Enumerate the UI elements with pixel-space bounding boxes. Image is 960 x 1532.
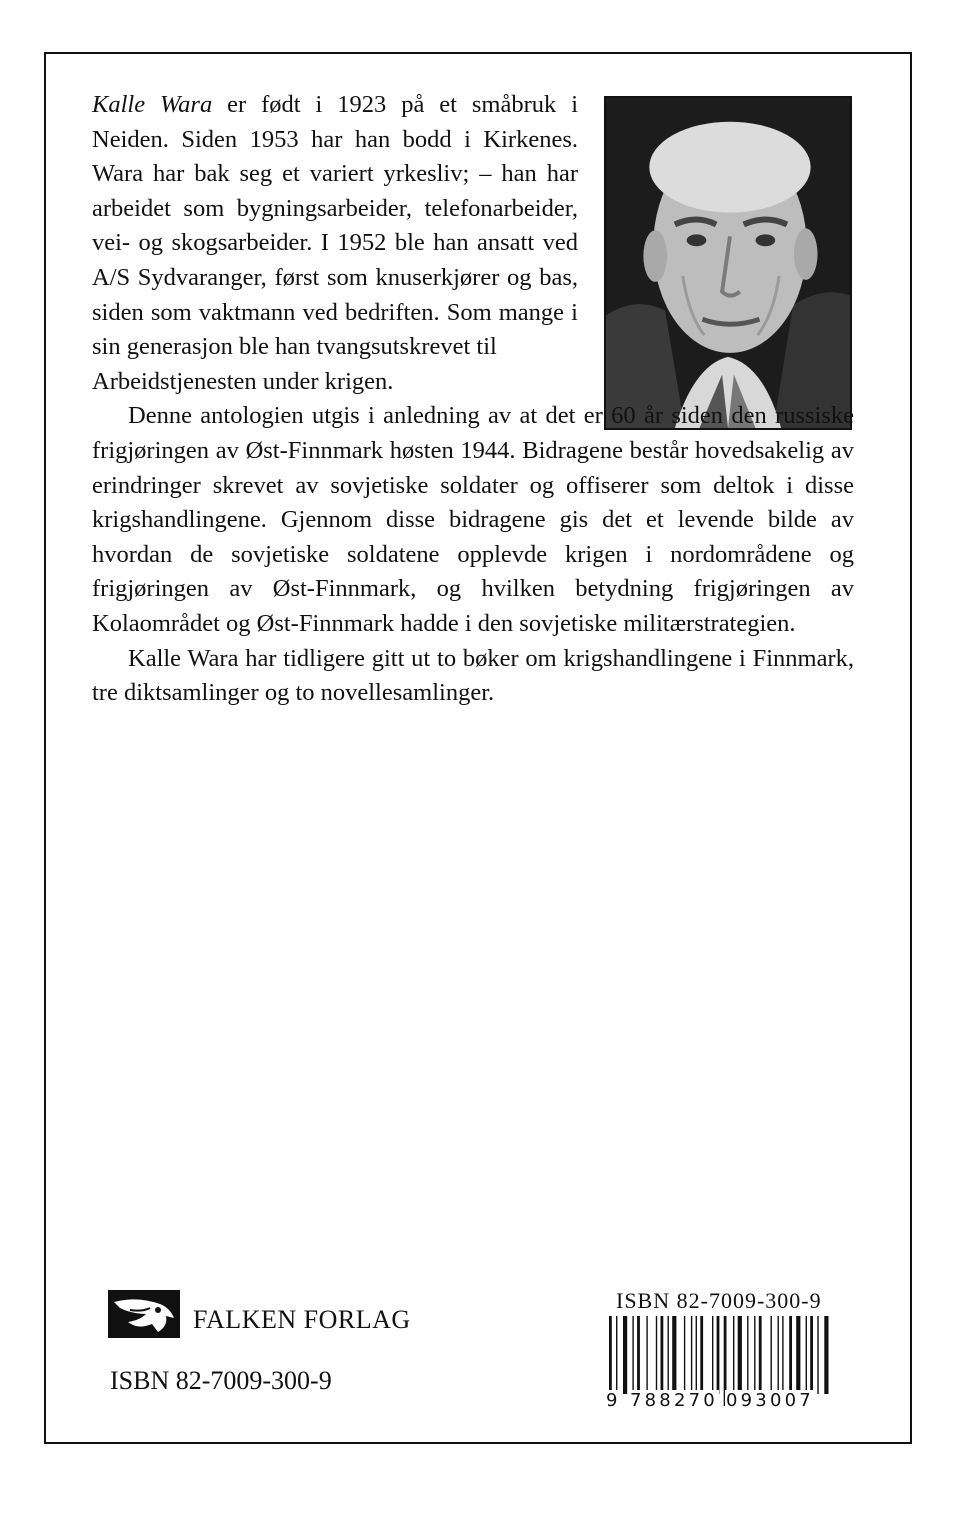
falcon-head-icon (108, 1290, 180, 1338)
publisher-name: FALKEN FORLAG (193, 1305, 411, 1334)
barcode-bar (806, 1316, 807, 1394)
barcode-bar (637, 1316, 640, 1394)
barcode-bar (696, 1316, 697, 1394)
barcode-bar (810, 1316, 813, 1394)
barcode-bar (623, 1316, 627, 1394)
barcode-bar (733, 1316, 734, 1394)
author-name: Kalle Wara (92, 91, 213, 118)
barcode-bar (616, 1316, 617, 1394)
anthology-description: Denne antologien utgis i anledning av at det er 60 år siden den russiske frigjøringen av Øst-Finnmark høsten 1944. Bidragene består hovedsakelig av erindringer skrevet av sovjetiske soldater og offiserer som deltok i disse krigshandlingene. Gjennom disse bidragene gis det et levende bilde av hvordan de sovjetiske soldatene opplevde krigen i nordområdene og frigjøringen av Øst-Finnmark, og hvilken betydning frigjøringen av Kolaområdet og Øst-Finnmark hadde i den sovjetiske militærstrategien. (92, 402, 854, 637)
back-cover-text (92, 88, 854, 711)
isbn-number: ISBN 82-7009-300-9 (110, 1366, 332, 1395)
barcode-bar (747, 1316, 748, 1394)
barcode-bar (661, 1316, 664, 1394)
barcode-bar (684, 1316, 685, 1394)
barcode-bar (817, 1316, 818, 1394)
barcode-bar (759, 1316, 762, 1394)
barcode-bar (778, 1316, 779, 1394)
barcode-bar (632, 1316, 633, 1394)
barcode-bar (717, 1316, 720, 1394)
barcode-digits (605, 1390, 837, 1414)
barcode-bar (754, 1316, 755, 1394)
barcode-bar (796, 1316, 800, 1394)
author-bio-paragraph (92, 88, 578, 365)
barcode-bar (691, 1316, 692, 1394)
barcode-bar (789, 1316, 792, 1394)
barcode-bar (668, 1316, 669, 1394)
barcode-bar (782, 1316, 783, 1394)
barcode-bar (700, 1316, 703, 1394)
previous-works: Kalle Wara har tidligere gitt ut to bøker om krigshandlingene i Finnmark, tre diktsamlinger og to novellesamlinger. (92, 644, 854, 707)
author-bio-last-line: Arbeidstjenesten under krigen. (92, 367, 394, 395)
barcode-isbn-label: ISBN 82-7009-300-9 (616, 1288, 822, 1313)
barcode-first-digit: 9 (606, 1390, 621, 1411)
barcode-bar (738, 1316, 742, 1394)
author-bio-text: er født i 1923 på et småbruk i Neiden. Siden 1953 har han bodd i Kirkenes. Wara har bak seg et variert yrkesliv; – han har arbeidet som bygningsarbeider, telefonarbeider, vei- og skogsarbeider. I 1952 ble han ansatt ved A/S Sydvaranger, først som knuserkjører og bas, siden som vaktmann ved bedriften. Som mange i sin generasjon ble han tvangsutskrevet til (92, 91, 578, 361)
barcode-bar (656, 1316, 657, 1394)
barcode-right-digits: 093007 (726, 1390, 814, 1411)
barcode-bar (712, 1316, 713, 1394)
barcode-bar (646, 1316, 647, 1394)
barcode-bar (824, 1316, 828, 1394)
barcode-bar (672, 1316, 676, 1394)
barcode-left-digits: 788270 (630, 1390, 718, 1411)
barcode-bar (771, 1316, 772, 1394)
